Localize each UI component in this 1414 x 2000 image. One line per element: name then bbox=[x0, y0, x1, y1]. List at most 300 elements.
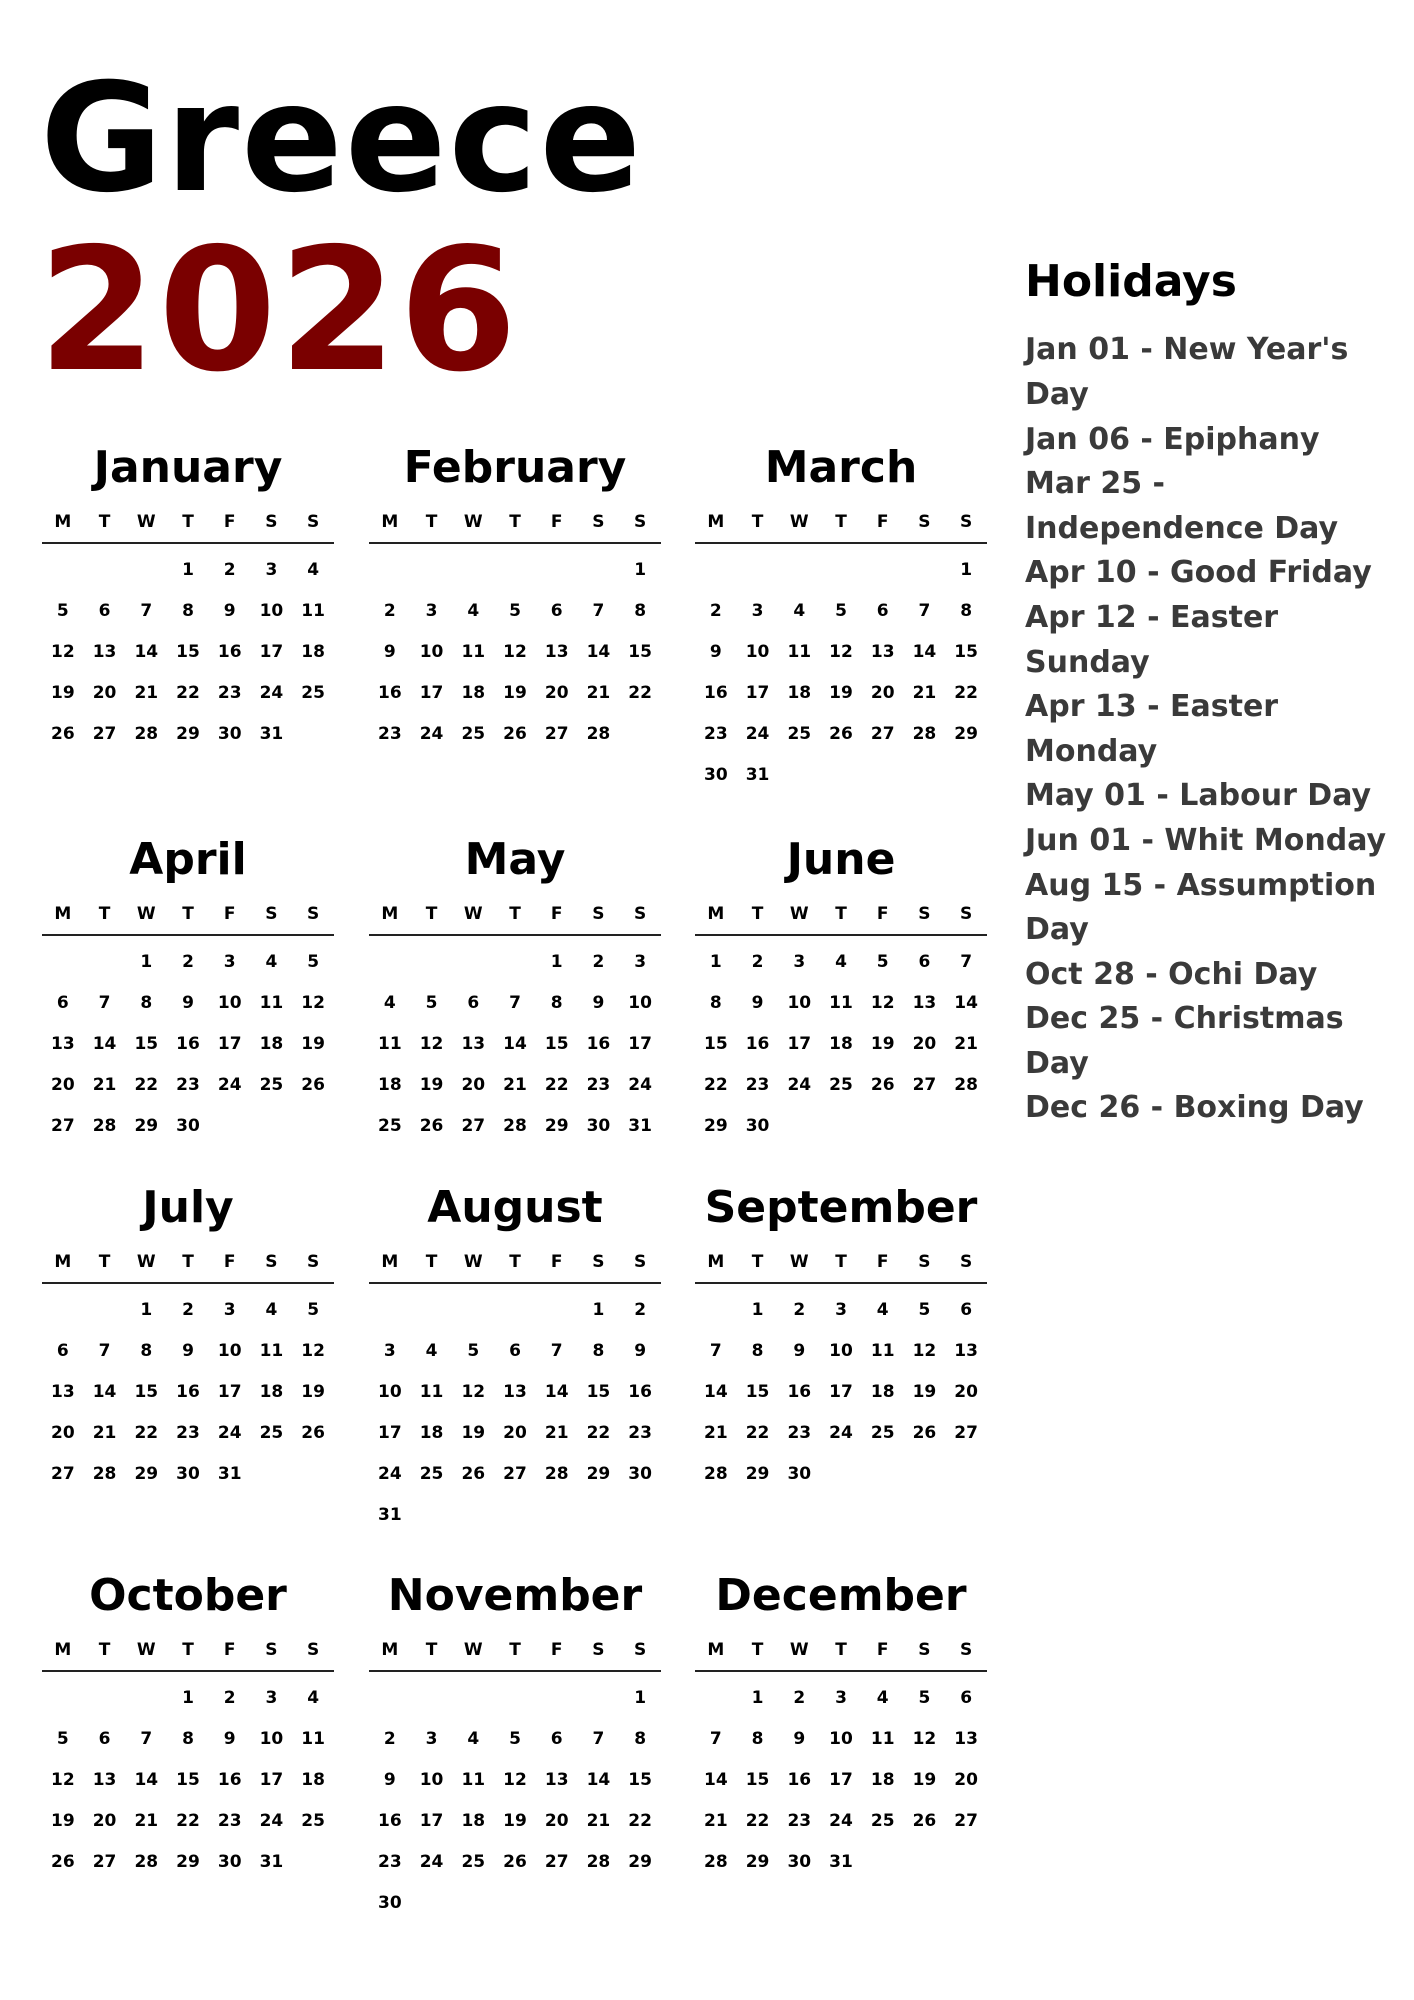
day-cell: 7 bbox=[592, 601, 605, 621]
day-cell: 3 bbox=[835, 1300, 847, 1320]
day-cell: 9 bbox=[182, 993, 194, 1013]
month-march bbox=[695, 438, 987, 796]
weekday-label: F bbox=[550, 1252, 563, 1272]
weekday-label: S bbox=[634, 1252, 647, 1272]
day-cell: 16 bbox=[787, 1770, 812, 1790]
day-cell: 28 bbox=[503, 1116, 527, 1136]
weekday-label: M bbox=[381, 512, 399, 532]
day-cell: 7 bbox=[98, 993, 111, 1013]
day-grid bbox=[42, 1290, 334, 1495]
day-cell: 27 bbox=[544, 724, 569, 744]
day-cell: 5 bbox=[56, 601, 69, 621]
day-cell: 4 bbox=[467, 601, 480, 621]
day-cell: 1 bbox=[592, 1300, 605, 1320]
weekday-label: T bbox=[98, 512, 111, 532]
weekday-label: T bbox=[751, 512, 764, 532]
empty-cell bbox=[536, 1290, 578, 1331]
weekday-label: T bbox=[182, 1252, 194, 1272]
weekday-label: S bbox=[592, 904, 605, 924]
day-cell: 21 bbox=[92, 1423, 117, 1443]
weekday-label: S bbox=[918, 1252, 931, 1272]
day-cell: 7 bbox=[140, 1729, 153, 1749]
weekday-header bbox=[695, 1250, 987, 1284]
day-cell: 27 bbox=[912, 1075, 937, 1095]
day-cell: 23 bbox=[217, 683, 242, 703]
weekday-label: M bbox=[54, 904, 72, 924]
day-cell: 16 bbox=[586, 1034, 611, 1054]
weekday-label: M bbox=[707, 512, 725, 532]
day-cell: 18 bbox=[461, 683, 486, 703]
day-cell: 14 bbox=[134, 1770, 159, 1790]
day-cell: 19 bbox=[912, 1770, 937, 1790]
day-cell: 28 bbox=[704, 1464, 728, 1484]
day-grid bbox=[695, 942, 987, 1147]
day-cell: 6 bbox=[467, 993, 480, 1013]
day-cell: 8 bbox=[634, 1729, 647, 1749]
month-name: November bbox=[387, 1570, 643, 1621]
day-cell: 2 bbox=[182, 1300, 194, 1320]
day-cell: 13 bbox=[92, 642, 117, 662]
day-cell: 31 bbox=[745, 765, 770, 785]
weekday-header bbox=[42, 1638, 334, 1672]
weekday-label: T bbox=[98, 1640, 111, 1660]
day-cell: 12 bbox=[461, 1382, 486, 1402]
holiday-item: Dec 25 - Christmas Day bbox=[1025, 1001, 1344, 1081]
weekday-label: S bbox=[307, 512, 320, 532]
month-name: December bbox=[715, 1570, 967, 1621]
empty-cell bbox=[578, 550, 620, 591]
month-name: March bbox=[764, 442, 918, 493]
day-cell: 18 bbox=[829, 1034, 853, 1054]
day-cell: 29 bbox=[745, 1464, 770, 1484]
weekday-header bbox=[369, 1250, 661, 1284]
day-cell: 29 bbox=[745, 1852, 770, 1872]
day-cell: 22 bbox=[745, 1811, 770, 1831]
day-cell: 28 bbox=[92, 1464, 117, 1484]
day-cell: 4 bbox=[307, 1688, 320, 1708]
day-cell: 27 bbox=[954, 1811, 978, 1831]
day-cell: 3 bbox=[223, 1300, 236, 1320]
day-cell: 8 bbox=[140, 1341, 153, 1361]
day-cell: 31 bbox=[259, 724, 284, 744]
day-cell: 21 bbox=[704, 1811, 728, 1831]
weekday-header bbox=[42, 510, 334, 544]
weekday-header bbox=[695, 1638, 987, 1672]
day-cell: 1 bbox=[182, 560, 194, 580]
day-cell: 6 bbox=[960, 1688, 973, 1708]
day-cell: 21 bbox=[134, 683, 159, 703]
day-cell: 3 bbox=[265, 560, 278, 580]
weekday-label: W bbox=[463, 1640, 483, 1660]
weekday-label: S bbox=[592, 1640, 605, 1660]
weekday-label: T bbox=[509, 904, 521, 924]
day-cell: 9 bbox=[592, 993, 605, 1013]
month-name: October bbox=[89, 1570, 287, 1621]
empty-cell bbox=[536, 1678, 578, 1719]
day-cell: 16 bbox=[787, 1382, 812, 1402]
day-cell: 2 bbox=[383, 1729, 396, 1749]
day-cell: 7 bbox=[709, 1341, 722, 1361]
day-cell: 18 bbox=[461, 1811, 486, 1831]
day-cell: 8 bbox=[550, 993, 563, 1013]
day-cell: 31 bbox=[829, 1852, 853, 1872]
day-cell: 17 bbox=[829, 1770, 853, 1790]
weekday-label: S bbox=[918, 904, 931, 924]
day-cell: 24 bbox=[378, 1464, 402, 1484]
empty-cell bbox=[862, 550, 904, 591]
weekday-label: S bbox=[592, 1252, 605, 1272]
day-cell: 7 bbox=[918, 601, 931, 621]
day-cell: 3 bbox=[223, 952, 236, 972]
day-cell: 22 bbox=[176, 683, 200, 703]
day-cell: 20 bbox=[92, 683, 117, 703]
empty-cell bbox=[452, 1290, 494, 1331]
empty-cell bbox=[84, 1290, 126, 1331]
day-cell: 10 bbox=[419, 1770, 444, 1790]
day-cell: 19 bbox=[829, 683, 853, 703]
day-cell: 2 bbox=[793, 1300, 806, 1320]
empty-cell bbox=[125, 1678, 167, 1719]
day-cell: 9 bbox=[634, 1341, 647, 1361]
day-cell: 5 bbox=[876, 952, 889, 972]
weekday-label: T bbox=[425, 1640, 438, 1660]
day-cell: 1 bbox=[140, 1300, 153, 1320]
day-cell: 26 bbox=[461, 1464, 486, 1484]
day-cell: 1 bbox=[960, 560, 973, 580]
day-cell: 9 bbox=[383, 642, 396, 662]
day-cell: 20 bbox=[503, 1423, 527, 1443]
day-cell: 4 bbox=[307, 560, 320, 580]
empty-cell bbox=[737, 550, 779, 591]
day-cell: 26 bbox=[912, 1811, 937, 1831]
holiday-item: Dec 26 - Boxing Day bbox=[1025, 1090, 1364, 1126]
weekday-label: T bbox=[835, 1640, 847, 1660]
empty-cell bbox=[411, 550, 453, 591]
month-october bbox=[42, 1566, 334, 1883]
empty-cell bbox=[494, 550, 536, 591]
day-cell: 25 bbox=[461, 1852, 486, 1872]
day-cell: 10 bbox=[378, 1382, 402, 1402]
day-cell: 5 bbox=[509, 601, 521, 621]
empty-cell bbox=[452, 550, 494, 591]
day-cell: 12 bbox=[301, 1341, 325, 1361]
day-cell: 5 bbox=[918, 1688, 931, 1708]
weekday-label: T bbox=[182, 512, 194, 532]
day-cell: 25 bbox=[787, 724, 812, 744]
day-cell: 10 bbox=[745, 642, 770, 662]
weekday-label: S bbox=[307, 1640, 320, 1660]
day-cell: 12 bbox=[419, 1034, 444, 1054]
day-cell: 13 bbox=[544, 1770, 569, 1790]
weekday-label: T bbox=[425, 1252, 438, 1272]
weekday-label: S bbox=[960, 1640, 973, 1660]
day-cell: 17 bbox=[217, 1034, 242, 1054]
day-grid bbox=[42, 1678, 334, 1883]
day-cell: 19 bbox=[301, 1382, 325, 1402]
day-cell: 11 bbox=[301, 1729, 325, 1749]
day-cell: 28 bbox=[586, 724, 611, 744]
day-cell: 31 bbox=[259, 1852, 284, 1872]
empty-cell bbox=[695, 1678, 737, 1719]
weekday-label: T bbox=[425, 904, 438, 924]
day-cell: 3 bbox=[425, 1729, 438, 1749]
day-cell: 8 bbox=[634, 601, 647, 621]
day-cell: 23 bbox=[176, 1075, 200, 1095]
empty-cell bbox=[452, 942, 494, 983]
day-cell: 22 bbox=[134, 1423, 159, 1443]
day-cell: 25 bbox=[301, 1811, 325, 1831]
day-cell: 10 bbox=[217, 993, 242, 1013]
day-cell: 15 bbox=[134, 1382, 159, 1402]
day-cell: 9 bbox=[223, 1729, 236, 1749]
empty-cell bbox=[84, 942, 126, 983]
weekday-label: M bbox=[381, 1640, 399, 1660]
month-november bbox=[369, 1566, 661, 1924]
day-cell: 25 bbox=[419, 1464, 444, 1484]
day-cell: 3 bbox=[793, 952, 806, 972]
day-cell: 1 bbox=[709, 952, 722, 972]
weekday-header bbox=[369, 510, 661, 544]
day-cell: 5 bbox=[835, 601, 847, 621]
day-cell: 26 bbox=[301, 1423, 325, 1443]
day-cell: 14 bbox=[134, 642, 159, 662]
day-cell: 15 bbox=[628, 1770, 652, 1790]
day-cell: 30 bbox=[787, 1464, 812, 1484]
weekday-label: M bbox=[381, 904, 399, 924]
day-cell: 25 bbox=[870, 1811, 895, 1831]
day-cell: 10 bbox=[259, 1729, 284, 1749]
calendar-year: 2026 bbox=[38, 212, 520, 410]
empty-cell bbox=[411, 942, 453, 983]
day-cell: 6 bbox=[509, 1341, 521, 1361]
day-cell: 29 bbox=[586, 1464, 611, 1484]
day-cell: 30 bbox=[704, 765, 728, 785]
day-cell: 12 bbox=[301, 993, 325, 1013]
day-cell: 26 bbox=[301, 1075, 325, 1095]
day-cell: 25 bbox=[301, 683, 325, 703]
day-cell: 30 bbox=[586, 1116, 611, 1136]
day-cell: 9 bbox=[709, 642, 722, 662]
day-cell: 2 bbox=[223, 1688, 236, 1708]
day-cell: 29 bbox=[134, 1116, 159, 1136]
weekday-label: T bbox=[182, 1640, 194, 1660]
day-cell: 2 bbox=[383, 601, 396, 621]
day-cell: 2 bbox=[751, 952, 764, 972]
month-june bbox=[695, 830, 987, 1147]
day-grid bbox=[695, 1290, 987, 1495]
day-cell: 24 bbox=[787, 1075, 812, 1095]
weekday-label: S bbox=[265, 512, 278, 532]
day-cell: 18 bbox=[870, 1382, 895, 1402]
day-cell: 3 bbox=[383, 1341, 396, 1361]
day-cell: 23 bbox=[745, 1075, 770, 1095]
day-cell: 28 bbox=[92, 1116, 117, 1136]
day-cell: 13 bbox=[912, 993, 937, 1013]
weekday-label: F bbox=[223, 1640, 236, 1660]
day-cell: 16 bbox=[378, 683, 402, 703]
day-cell: 24 bbox=[829, 1811, 853, 1831]
day-cell: 21 bbox=[503, 1075, 527, 1095]
day-cell: 4 bbox=[876, 1688, 889, 1708]
day-cell: 11 bbox=[419, 1382, 444, 1402]
weekday-label: T bbox=[835, 904, 847, 924]
empty-cell bbox=[494, 942, 536, 983]
day-cell: 27 bbox=[461, 1116, 486, 1136]
day-cell: 15 bbox=[176, 1770, 200, 1790]
day-cell: 15 bbox=[134, 1034, 159, 1054]
holiday-item: Apr 12 - Easter Sunday bbox=[1025, 599, 1279, 680]
holiday-item: May 01 - Labour Day bbox=[1025, 778, 1372, 814]
day-cell: 2 bbox=[709, 601, 722, 621]
holidays-list bbox=[1025, 328, 1395, 1131]
day-cell: 25 bbox=[829, 1075, 853, 1095]
day-cell: 17 bbox=[259, 1770, 284, 1790]
weekday-label: W bbox=[789, 512, 809, 532]
day-cell: 7 bbox=[550, 1341, 563, 1361]
day-cell: 21 bbox=[134, 1811, 159, 1831]
day-cell: 30 bbox=[217, 1852, 242, 1872]
day-cell: 6 bbox=[918, 952, 931, 972]
day-cell: 25 bbox=[461, 724, 486, 744]
day-cell: 5 bbox=[307, 952, 320, 972]
day-cell: 14 bbox=[704, 1382, 728, 1402]
day-cell: 18 bbox=[378, 1075, 402, 1095]
holiday-item: Jan 01 - New Year's Day bbox=[1025, 332, 1349, 412]
weekday-label: T bbox=[751, 1252, 764, 1272]
day-cell: 1 bbox=[634, 560, 647, 580]
weekday-label: F bbox=[223, 904, 236, 924]
day-cell: 14 bbox=[503, 1034, 527, 1054]
day-cell: 18 bbox=[301, 642, 325, 662]
day-cell: 22 bbox=[544, 1075, 569, 1095]
day-cell: 16 bbox=[704, 683, 728, 703]
weekday-label: M bbox=[707, 1252, 725, 1272]
weekday-label: S bbox=[265, 904, 278, 924]
day-cell: 13 bbox=[954, 1729, 978, 1749]
weekday-label: S bbox=[918, 1640, 931, 1660]
day-cell: 29 bbox=[704, 1116, 728, 1136]
weekday-label: T bbox=[751, 904, 764, 924]
empty-cell bbox=[369, 942, 411, 983]
day-cell: 18 bbox=[259, 1382, 284, 1402]
day-cell: 27 bbox=[954, 1423, 978, 1443]
day-cell: 22 bbox=[586, 1423, 611, 1443]
weekday-label: W bbox=[136, 1640, 156, 1660]
day-cell: 10 bbox=[787, 993, 812, 1013]
empty-cell bbox=[84, 550, 126, 591]
day-cell: 6 bbox=[98, 1729, 111, 1749]
day-cell: 8 bbox=[140, 993, 153, 1013]
weekday-header bbox=[369, 1638, 661, 1672]
month-september bbox=[695, 1178, 987, 1495]
day-cell: 18 bbox=[787, 683, 812, 703]
day-cell: 19 bbox=[503, 1811, 527, 1831]
day-cell: 19 bbox=[912, 1382, 937, 1402]
day-cell: 6 bbox=[960, 1300, 973, 1320]
day-cell: 25 bbox=[870, 1423, 895, 1443]
day-cell: 17 bbox=[419, 683, 444, 703]
weekday-label: W bbox=[789, 1640, 809, 1660]
day-cell: 30 bbox=[176, 1116, 200, 1136]
empty-cell bbox=[578, 1678, 620, 1719]
day-cell: 8 bbox=[709, 993, 722, 1013]
day-cell: 21 bbox=[954, 1034, 978, 1054]
day-cell: 26 bbox=[503, 1852, 527, 1872]
day-cell: 8 bbox=[751, 1729, 764, 1749]
weekday-label: S bbox=[960, 512, 973, 532]
day-cell: 24 bbox=[628, 1075, 652, 1095]
day-cell: 23 bbox=[378, 1852, 402, 1872]
day-cell: 29 bbox=[134, 1464, 159, 1484]
day-cell: 19 bbox=[461, 1423, 486, 1443]
day-cell: 20 bbox=[51, 1423, 75, 1443]
day-cell: 12 bbox=[503, 1770, 527, 1790]
weekday-label: T bbox=[509, 1252, 521, 1272]
day-cell: 28 bbox=[544, 1464, 569, 1484]
day-cell: 7 bbox=[960, 952, 973, 972]
day-cell: 1 bbox=[182, 1688, 194, 1708]
day-cell: 14 bbox=[954, 993, 978, 1013]
holiday-item: Aug 15 - Assumption Day bbox=[1025, 867, 1377, 948]
day-cell: 21 bbox=[704, 1423, 728, 1443]
day-cell: 5 bbox=[918, 1300, 931, 1320]
day-cell: 21 bbox=[586, 683, 611, 703]
day-cell: 31 bbox=[628, 1116, 652, 1136]
empty-cell bbox=[42, 1290, 84, 1331]
weekday-label: T bbox=[509, 1640, 521, 1660]
month-january bbox=[42, 438, 334, 755]
day-cell: 16 bbox=[217, 642, 242, 662]
month-may bbox=[369, 830, 661, 1147]
month-august bbox=[369, 1178, 661, 1536]
day-cell: 12 bbox=[870, 993, 895, 1013]
weekday-label: S bbox=[918, 512, 931, 532]
weekday-label: S bbox=[592, 512, 605, 532]
day-cell: 28 bbox=[912, 724, 937, 744]
weekday-label: W bbox=[463, 512, 483, 532]
day-cell: 8 bbox=[182, 601, 194, 621]
day-cell: 19 bbox=[51, 683, 75, 703]
holiday-item: Jun 01 - Whit Monday bbox=[1025, 822, 1387, 858]
day-cell: 9 bbox=[383, 1770, 396, 1790]
day-cell: 26 bbox=[912, 1423, 937, 1443]
weekday-label: M bbox=[707, 904, 725, 924]
empty-cell bbox=[820, 550, 862, 591]
weekday-label: M bbox=[54, 1640, 72, 1660]
day-cell: 20 bbox=[544, 683, 569, 703]
day-cell: 24 bbox=[259, 1811, 284, 1831]
day-grid bbox=[42, 550, 334, 755]
day-cell: 9 bbox=[793, 1729, 806, 1749]
day-cell: 1 bbox=[751, 1688, 764, 1708]
day-cell: 27 bbox=[870, 724, 895, 744]
day-cell: 28 bbox=[586, 1852, 611, 1872]
day-cell: 20 bbox=[544, 1811, 569, 1831]
day-cell: 11 bbox=[829, 993, 853, 1013]
day-cell: 18 bbox=[870, 1770, 895, 1790]
empty-cell bbox=[369, 1678, 411, 1719]
holiday-item: Jan 06 - Epiphany bbox=[1025, 421, 1320, 457]
day-cell: 11 bbox=[461, 642, 486, 662]
day-cell: 25 bbox=[259, 1075, 284, 1095]
day-cell: 2 bbox=[634, 1300, 647, 1320]
day-cell: 23 bbox=[704, 724, 728, 744]
day-cell: 30 bbox=[787, 1852, 812, 1872]
month-december bbox=[695, 1566, 987, 1883]
weekday-label: T bbox=[98, 904, 111, 924]
empty-cell bbox=[369, 550, 411, 591]
day-cell: 12 bbox=[51, 642, 75, 662]
